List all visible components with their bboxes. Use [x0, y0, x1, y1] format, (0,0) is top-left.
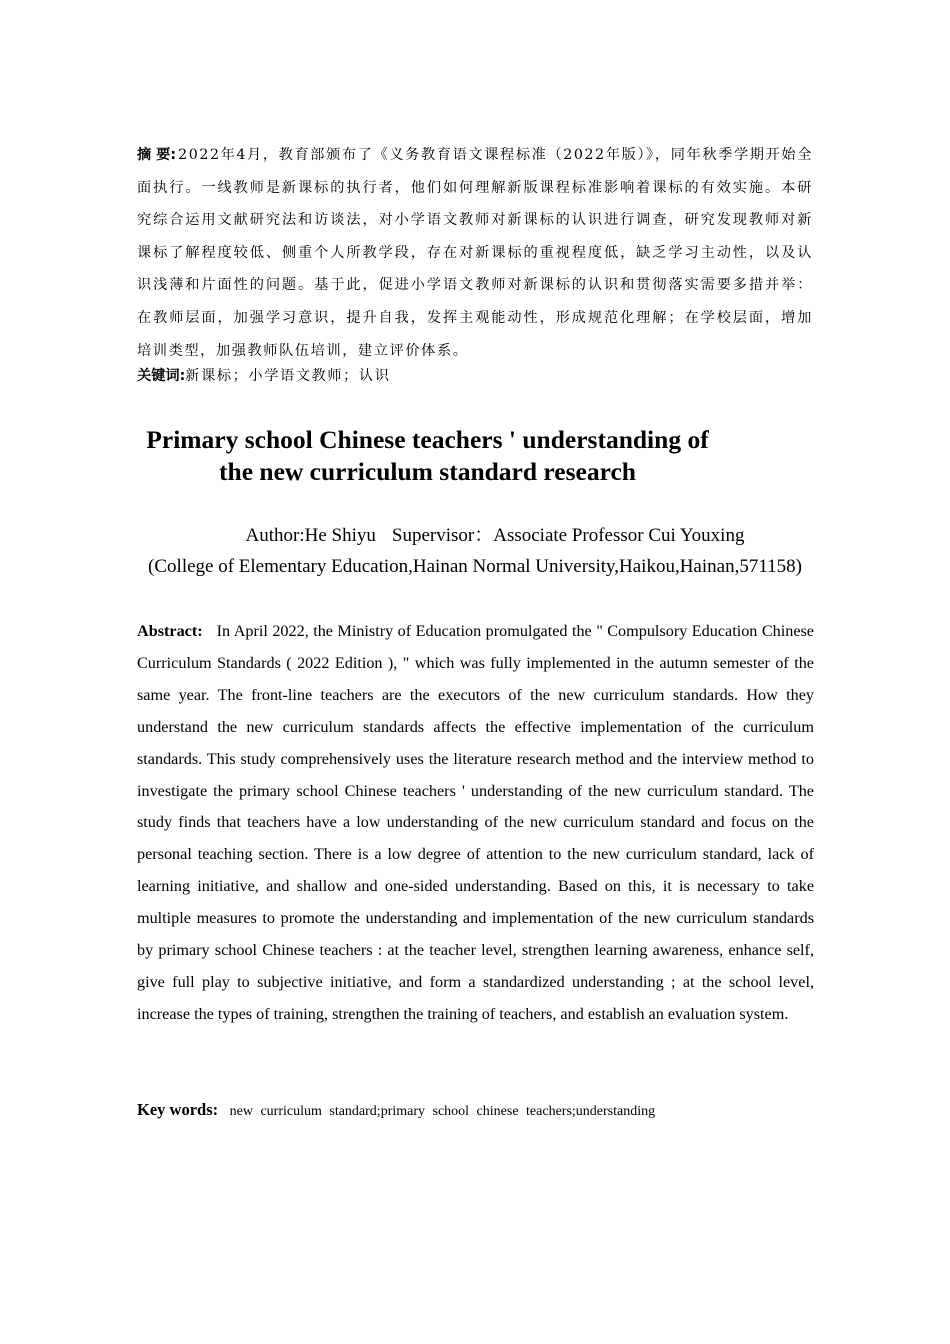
english-abstract	[137, 616, 814, 1031]
chinese-abstract-label: 摘 要:	[137, 147, 177, 163]
english-keywords	[137, 1097, 814, 1125]
english-title-line-1: Primary school Chinese teachers ' understanding of	[146, 425, 709, 454]
chinese-abstract	[137, 139, 813, 367]
english-title	[100, 424, 755, 488]
english-title-line-2: the new curriculum standard research	[219, 457, 636, 486]
english-abstract-label: Abstract:	[137, 622, 203, 640]
chinese-abstract-text: 2022年4月，教育部颁布了《义务教育语文课程标准（2022年版）》，同年秋季学期开始全面执行。一线教师是新课标的执行者，他们如何理解新版课程标准影响着课标的有效实施。本研究综合运用文献研究法和访谈法，对小学语文教师对新课标的认识进行调查，研究发现教师对新课标了解程度较低、侧重个人所教学段，存在对新课标的重视程度低，缺乏学习主动性，以及认识浅薄和片面性的问题。基于此，促进小学语文教师对新课标的认识和贯彻落实需要多措并举：在教师层面，加强学习意识，提升自我，发挥主观能动性，形成规范化理解；在学校层面，增加培训类型，加强教师队伍培训，建立评价体系。	[137, 147, 813, 359]
english-abstract-text: In April 2022, the Ministry of Education promulgated the " Compulsory Education Chinese Curriculum Standards ( 2022 Edition ), " which was fully implemented in the autumn semester of the same year. The front-line teachers are the executors of the new curriculum standards. How they understand the new curriculum standards affects the effective implementation of the curriculum standards. This study comprehensively uses the literature research method and the interview method to investigate the primary school Chinese teachers ' understanding of the new curriculum standard. The study finds that teachers have a low understanding of the new curriculum standard and focus on the personal teaching section. There is a low degree of attention to the new curriculum standard, lack of learning initiative, and shallow and one-sided understanding. Based on this, it is necessary to take multiple measures to promote the understanding and implementation of the new curriculum standards by primary school Chinese teachers : at the teacher level, strengthen learning awareness, enhance self, give full play to subjective initiative, and form a standardized understanding ; at the school level, increase the types of training, strengthen the training of teachers, and establish an evaluation system.	[137, 622, 814, 1023]
english-keywords-text: new curriculum standard;primary school chinese teachers;understanding	[229, 1104, 656, 1119]
chinese-keywords-text: 新课标；小学语文教师；认识	[185, 368, 391, 384]
english-keywords-label: Key words:	[137, 1100, 219, 1119]
author-affiliation: (College of Elementary Education,Hainan Normal University,Haikou,Hainan,571158)	[148, 556, 802, 577]
author-line	[0, 523, 950, 549]
chinese-keywords	[137, 362, 813, 390]
author-name: Author:He Shiyu	[245, 525, 376, 546]
supervisor-name: Supervisor：Associate Professor Cui Youxing	[391, 525, 745, 546]
chinese-keywords-label: 关键词:	[137, 368, 186, 384]
